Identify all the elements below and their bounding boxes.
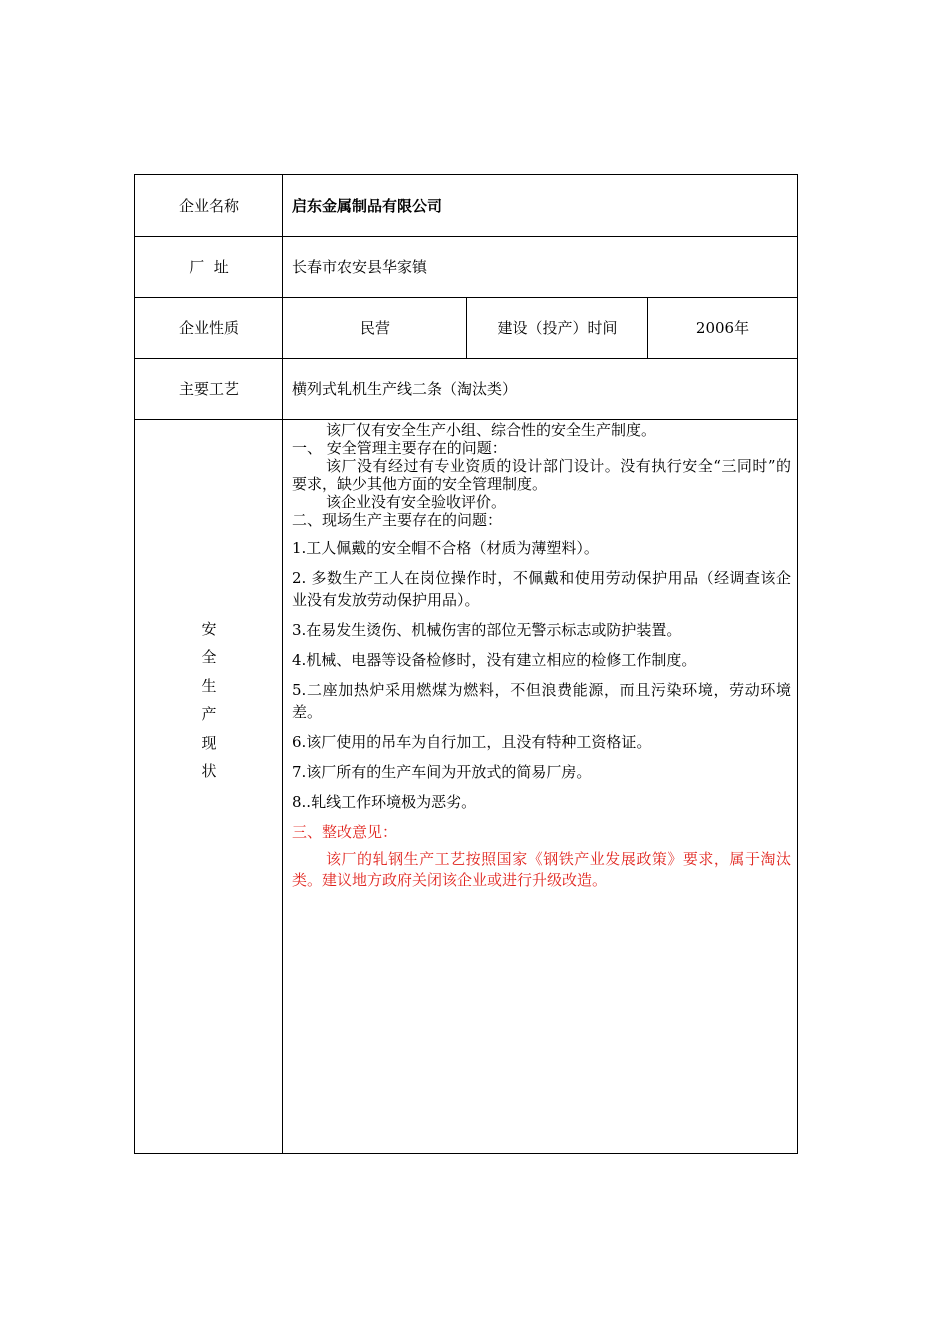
issue-item: 8..轧线工作环境极为恶劣。 xyxy=(292,793,477,811)
enterprise-info-table xyxy=(134,174,798,1154)
label-char: 状 xyxy=(201,762,217,780)
build-time-value: 2006年 xyxy=(695,319,750,337)
issue-item: 3.在易发生烫伤、机械伤害的部位无警示标志或防护装置。 xyxy=(292,621,682,639)
address-label: 厂 址 xyxy=(189,258,229,276)
issue-item: 6.该厂使用的吊车为自行加工，且没有特种工资格证。 xyxy=(292,733,652,751)
issue-item: 1.工人佩戴的安全帽不合格（材质为薄塑料）。 xyxy=(292,539,599,557)
enterprise-name-label: 企业名称 xyxy=(178,197,239,215)
section1-paragraph: 该企业没有安全验收评价。 xyxy=(326,493,507,511)
issue-item: 4.机械、电器等设备检修时，没有建立相应的检修工作制度。 xyxy=(292,651,697,669)
main-process-value: 横列式轧机生产线二条（淘汰类） xyxy=(292,380,518,398)
label-char: 现 xyxy=(201,733,217,752)
section1-title: 一、 安全管理主要存在的问题： xyxy=(292,439,507,457)
safety-status-label xyxy=(135,420,283,980)
section1-paragraph: 该厂没有经过有专业资质的设计部门设计。没有执行安全“三同时”的要求，缺少其他方面的安全管理制度。 xyxy=(292,457,791,493)
status-intro: 该厂仅有安全生产小组、综合性的安全生产制度。 xyxy=(326,421,657,439)
issue-item: 5.二座加热炉采用燃煤为燃料，不但浪费能源，而且污染环境，劳动环境差。 xyxy=(292,681,791,721)
issue-item: 2. 多数生产工人在岗位操作时，不佩戴和使用劳动保护用品（经调查该企业没有发放劳动保护用品）。 xyxy=(292,569,791,609)
label-char: 生 xyxy=(201,676,217,695)
build-time-label: 建设（投产）时间 xyxy=(497,319,618,337)
safety-status-content xyxy=(292,421,791,891)
label-char: 产 xyxy=(201,705,217,723)
main-process-label: 主要工艺 xyxy=(178,380,239,398)
section3-title: 三、整改意见： xyxy=(292,823,398,841)
issue-item: 7.该厂所有的生产车间为开放式的简易厂房。 xyxy=(292,763,592,781)
section2-title: 二、现场生产主要存在的问题： xyxy=(292,511,503,529)
enterprise-nature-label: 企业性质 xyxy=(178,319,239,337)
label-char: 安 xyxy=(201,619,217,638)
rectification-text: 该厂的轧钢生产工艺按照国家《钢铁产业发展政策》要求，属于淘汰类。建议地方政府关闭该企业或进行升级改造。 xyxy=(292,850,791,889)
enterprise-nature-value: 民营 xyxy=(359,319,390,337)
enterprise-name-value: 启东金属制品有限公司 xyxy=(292,197,443,215)
label-char: 全 xyxy=(201,648,217,666)
address-value: 长春市农安县华家镇 xyxy=(292,258,428,276)
